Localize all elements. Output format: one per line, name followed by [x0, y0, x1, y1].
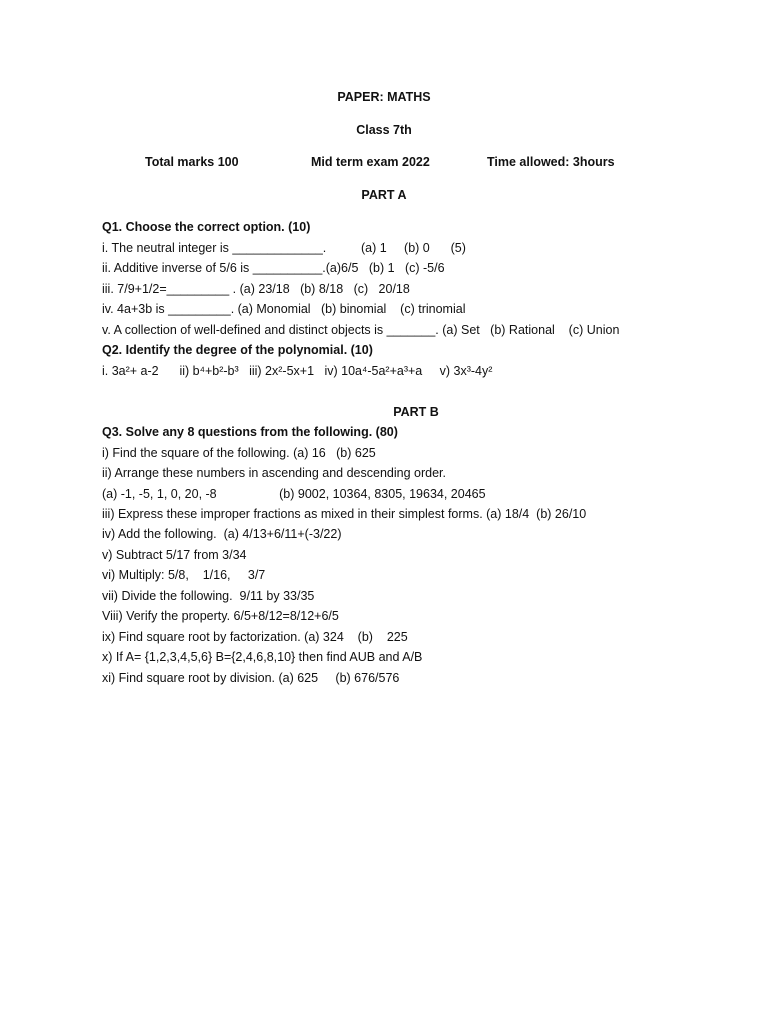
q3-item: Viii) Verify the property. 6/5+8/12=8/12+6/5 — [102, 609, 339, 623]
q1-item: v. A collection of well-defined and distinct objects is _______. (a) Set (b) Rational (c) Union — [102, 323, 620, 337]
q2-heading: Q2. Identify the degree of the polynomial. (10) — [102, 343, 373, 357]
q3-item: x) If A= {1,2,3,4,5,6} B={2,4,6,8,10} then find AUB and A/B — [102, 650, 423, 664]
part-b-title: PART B — [393, 405, 439, 419]
q3-item: iv) Add the following. (a) 4/13+6/11+(-3/22) — [102, 527, 342, 541]
q3-item: iii) Express these improper fractions as mixed in their simplest forms. (a) 18/4 (b) 26/10 — [102, 507, 587, 521]
class-label: Class 7th — [356, 123, 412, 137]
q3-item: i) Find the square of the following. (a) 16 (b) 625 — [102, 446, 376, 460]
q2-items: i. 3a²+ a-2 ii) b⁴+b²-b³ iii) 2x²-5x+1 iv) 10a⁴-5a²+a³+a v) 3x³-4y² — [102, 364, 493, 378]
q3-item: v) Subtract 5/17 from 3/34 — [102, 548, 247, 562]
part-a-title: PART A — [361, 188, 407, 202]
q3-item: xi) Find square root by division. (a) 625 (b) 676/576 — [102, 671, 400, 685]
q1-item: ii. Additive inverse of 5/6 is __________.(a)6/5 (b) 1 (c) -5/6 — [102, 261, 445, 275]
paper-title: PAPER: MATHS — [337, 90, 431, 104]
exam-name: Mid term exam 2022 — [311, 155, 430, 169]
time-allowed: Time allowed: 3hours — [487, 155, 615, 169]
q3-item: vii) Divide the following. 9/11 by 33/35 — [102, 589, 315, 603]
q1-item: iv. 4a+3b is _________. (a) Monomial (b) binomial (c) trinomial — [102, 302, 466, 316]
q3-heading: Q3. Solve any 8 questions from the following. (80) — [102, 425, 398, 439]
q1-heading: Q1. Choose the correct option. (10) — [102, 220, 311, 234]
q3-item: ix) Find square root by factorization. (a) 324 (b) 225 — [102, 630, 408, 644]
q3-item: (a) -1, -5, 1, 0, 20, -8 (b) 9002, 10364, 8305, 19634, 20465 — [102, 487, 486, 501]
q1-item: iii. 7/9+1/2=_________ . (a) 23/18 (b) 8/18 (c) 20/18 — [102, 282, 410, 296]
total-marks: Total marks 100 — [145, 155, 239, 169]
q3-item: vi) Multiply: 5/8, 1/16, 3/7 — [102, 568, 266, 582]
q1-item: i. The neutral integer is _____________. (a) 1 (b) 0 (5) — [102, 241, 466, 255]
q3-item: ii) Arrange these numbers in ascending and descending order. — [102, 466, 446, 480]
